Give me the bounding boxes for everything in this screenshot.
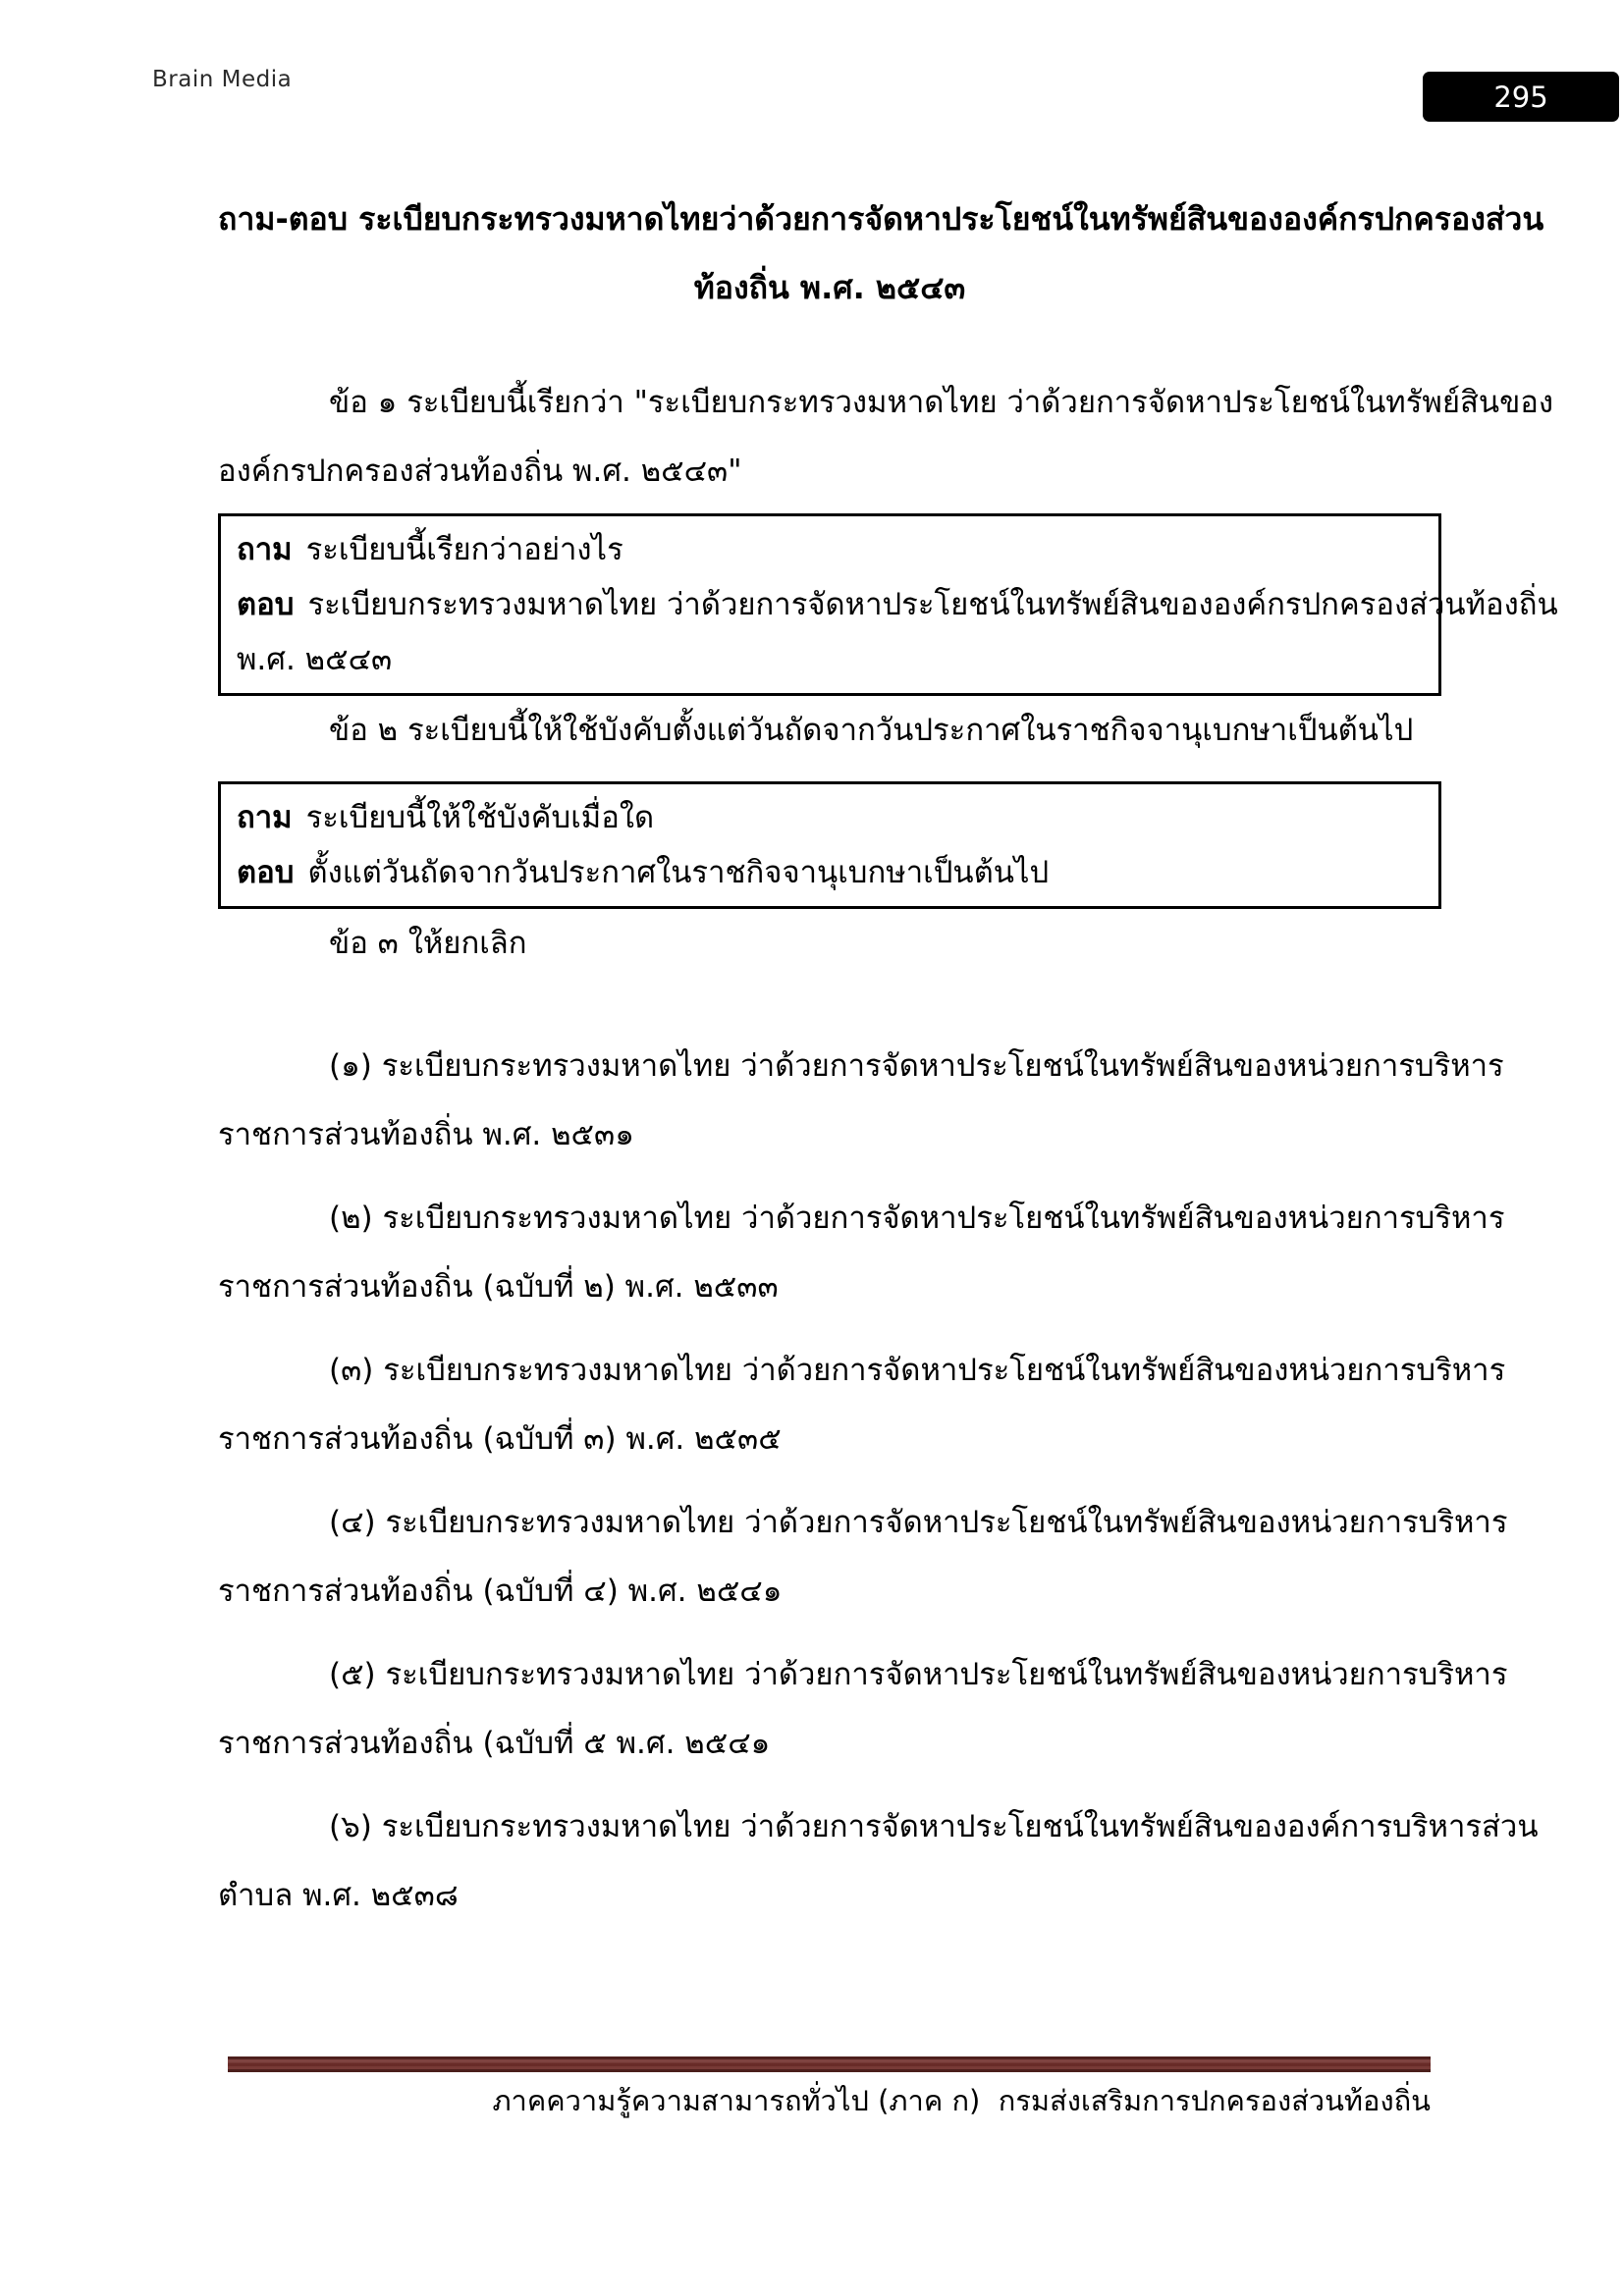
answer-label: ตอบ — [237, 587, 295, 622]
repeal-item-2-line-2: ราชการส่วนท้องถิ่น (ฉบับที่ ๒) พ.ศ. ๒๕๓๓ — [218, 1269, 779, 1305]
clause-3-line: ข้อ ๓ ให้ยกเลิก — [329, 926, 527, 961]
document-title-line-2: ท้องถิ่น พ.ศ. ๒๕๔๓ — [693, 269, 966, 306]
repeal-item-5-line-2: ราชการส่วนท้องถิ่น (ฉบับที่ ๕ พ.ศ. ๒๕๔๑ — [218, 1726, 771, 1761]
clause-1-line-2: องค์กรปกครองส่วนท้องถิ่น พ.ศ. ๒๕๔๓" — [218, 454, 742, 489]
question-text: ระเบียบนี้ให้ใช้บังคับเมื่อใด — [305, 800, 655, 835]
question-label: ถาม — [237, 532, 293, 567]
answer-text: ตั้งแต่วันถัดจากวันประกาศในราชกิจจานุเบกษาเป็นต้นไป — [307, 855, 1050, 890]
page-number-badge — [1423, 72, 1619, 122]
document-body — [218, 185, 1558, 1930]
question-label: ถาม — [237, 800, 293, 835]
qa-box-1-question — [237, 522, 1423, 577]
clause-1-line-1: ข้อ ๑ ระเบียบนี้เรียกว่า "ระเบียบกระทรวงมหาดไทย ว่าด้วยการจัดหาประโยชน์ในทรัพย์สินของ — [329, 385, 1554, 420]
clause-2-line: ข้อ ๒ ระเบียบนี้ให้ใช้บังคับตั้งแต่วันถัดจากวันประกาศในราชกิจจานุเบกษาเป็นต้นไป — [329, 713, 1414, 748]
repeal-item-2-line-1: (๒) ระเบียบกระทรวงมหาดไทย ว่าด้วยการจัดหาประโยชน์ในทรัพย์สินของหน่วยการบริหาร — [329, 1201, 1505, 1236]
qa-box-1 — [218, 513, 1558, 696]
repeal-item-4-line-2: ราชการส่วนท้องถิ่น (ฉบับที่ ๔) พ.ศ. ๒๕๔๑ — [218, 1574, 783, 1609]
answer-text: ระเบียบกระทรวงมหาดไทย ว่าด้วยการจัดหาประโยชน์ในทรัพย์สินขององค์กรปกครองส่วนท้องถิ่น — [307, 587, 1558, 622]
repeal-item-6-line-2: ตำบล พ.ศ. ๒๕๓๘ — [218, 1878, 459, 1913]
qa-box-2-question — [237, 790, 1423, 845]
repeal-item-4-line-1: (๔) ระเบียบกระทรวงมหาดไทย ว่าด้วยการจัดหาประโยชน์ในทรัพย์สินของหน่วยการบริหาร — [329, 1505, 1508, 1540]
repeal-item-3-line-1: (๓) ระเบียบกระทรวงมหาดไทย ว่าด้วยการจัดหาประโยชน์ในทรัพย์สินของหน่วยการบริหาร — [329, 1353, 1506, 1388]
qa-box-1-answer-line-1 — [237, 577, 1558, 632]
repeal-item-3 — [218, 1336, 1506, 1473]
qa-box-2 — [218, 781, 1441, 909]
repeal-item-4 — [218, 1488, 1508, 1626]
repeal-item-1-line-1: (๑) ระเบียบกระทรวงมหาดไทย ว่าด้วยการจัดหาประโยชน์ในทรัพย์สินของหน่วยการบริหาร — [329, 1048, 1504, 1084]
repeal-item-3-line-2: ราชการส่วนท้องถิ่น (ฉบับที่ ๓) พ.ศ. ๒๕๓๕ — [218, 1421, 782, 1457]
repeal-item-5 — [218, 1640, 1508, 1778]
repeal-item-2 — [218, 1184, 1505, 1321]
repeal-item-5-line-1: (๕) ระเบียบกระทรวงมหาดไทย ว่าด้วยการจัดหาประโยชน์ในทรัพย์สินของหน่วยการบริหาร — [329, 1657, 1508, 1692]
repeal-item-6-line-1: (๖) ระเบียบกระทรวงมหาดไทย ว่าด้วยการจัดหาประโยชน์ในทรัพย์สินขององค์การบริหารส่วน — [329, 1809, 1539, 1844]
repeal-item-6 — [218, 1792, 1539, 1930]
question-text: ระเบียบนี้เรียกว่าอย่างไร — [305, 532, 623, 567]
repeal-item-1 — [218, 1032, 1504, 1169]
spacer — [218, 978, 1441, 1017]
qa-box-1-answer-line-2: พ.ศ. ๒๕๔๓ — [237, 642, 393, 677]
answer-label: ตอบ — [237, 855, 295, 890]
spacer — [218, 765, 1441, 781]
document-title-line-1: ถาม-ตอบ ระเบียบกระทรวงมหาดไทยว่าด้วยการจัดหาประโยชน์ในทรัพย์สินขององค์กรปกครองส่วน — [218, 200, 1544, 238]
footer-divider-bar — [228, 2056, 1431, 2072]
clause-1-paragraph — [218, 368, 1554, 506]
qa-box-2-answer-line-1 — [237, 845, 1423, 900]
repeal-item-1-line-2: ราชการส่วนท้องถิ่น พ.ศ. ๒๕๓๑ — [218, 1117, 634, 1152]
footer-text: ภาคความรู้ความสามารถทั่วไป (ภาค ก) กรมส่งเสริมการปกครองส่วนท้องถิ่น — [492, 2084, 1431, 2117]
brand-label: Brain Media — [152, 67, 293, 92]
spacer — [218, 506, 1441, 513]
spacer — [218, 322, 1441, 368]
page-number: 295 — [1493, 80, 1548, 114]
